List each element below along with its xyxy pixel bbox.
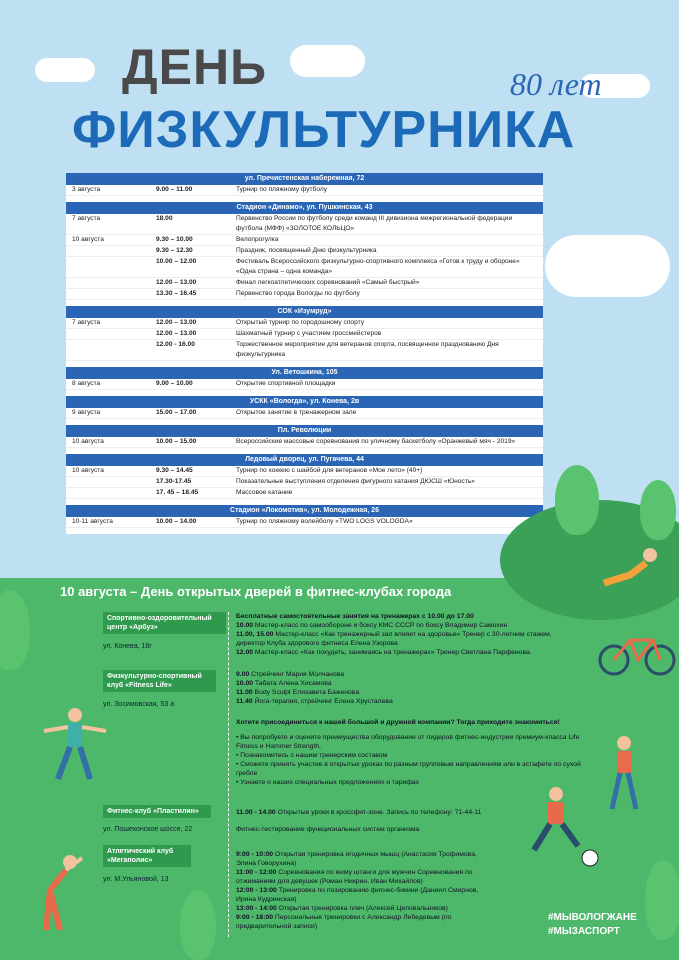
schedule-date: 9 августа bbox=[72, 409, 101, 416]
life-line: 11.40 Йога-терапия, стрейчинг Елена Хрусталева bbox=[236, 698, 393, 705]
schedule-event: Первенство города Вологды по футболу bbox=[236, 290, 360, 297]
join-bullet: • Вы попробуете и оцените преимущества оборудование от лидеров фитнес-индустрии премиум-класса Life Fitness и Hammer Strength. bbox=[236, 734, 580, 750]
divider bbox=[228, 612, 229, 937]
schedule-time: 17. 45 – 18.45 bbox=[156, 489, 199, 496]
schedule-row bbox=[66, 477, 543, 488]
plastilin-line: 11.00 - 14.00 Открытые уроки в кроссфит-зоне. Запись по телефону: 71-44-11 bbox=[236, 809, 482, 816]
schedule-row bbox=[66, 437, 543, 448]
club-name: Атлетический клуб «Мегаполис» bbox=[107, 848, 174, 864]
bicycle-icon bbox=[598, 628, 678, 678]
cloud bbox=[545, 235, 670, 297]
schedule-row bbox=[66, 246, 543, 257]
club-megapolis-label bbox=[103, 845, 191, 867]
club-name: Спортивно-оздоровительный центр «Арбуз» bbox=[107, 615, 212, 631]
fitness-section-title: 10 августа – День открытых дверей в фитнес-клубах города bbox=[60, 584, 452, 599]
schedule-time: 12.00 – 13.00 bbox=[156, 279, 197, 286]
life-line: 11.00 Body Sculpt Елизавета Баженова bbox=[236, 689, 360, 696]
hashtag: #МЫВОЛОГЖАНЕ bbox=[548, 912, 637, 923]
schedule-row bbox=[66, 379, 543, 390]
schedule-time: 9.30 – 12.30 bbox=[156, 247, 193, 254]
walking-person-icon bbox=[600, 735, 650, 815]
schedule-row bbox=[66, 257, 543, 278]
schedule-row bbox=[66, 488, 543, 499]
arbuz-info bbox=[236, 612, 581, 657]
schedule-date: 7 августа bbox=[72, 319, 101, 326]
running-person-icon bbox=[520, 780, 600, 870]
schedule-row bbox=[66, 278, 543, 289]
poster-title-line2: ФИЗКУЛЬТУРНИКА bbox=[72, 101, 576, 159]
tree-icon bbox=[555, 465, 599, 535]
megapolis-info bbox=[236, 850, 496, 931]
arbuz-line: 12.00 Мастер-класс «Как похудеть, занимаясь на тренажерах» Тренер Светлана Парфенова. bbox=[236, 649, 532, 656]
schedule-event: Турнир по хоккею с шайбой для ветеранов «Мое лето» (40+) bbox=[236, 467, 423, 474]
schedule-event: Открытие спортивной площадки bbox=[236, 380, 336, 387]
schedule-event: Финал легкоатлетических соревнований «Самый быстрый» bbox=[236, 279, 420, 286]
schedule-event: Турнир по пляжному футболу bbox=[236, 186, 327, 193]
schedule-date: 10 августа bbox=[72, 438, 104, 445]
hashtag: #МЫЗАСПОРТ bbox=[548, 926, 620, 937]
resting-person-icon bbox=[600, 545, 670, 595]
schedule-row bbox=[66, 289, 543, 300]
schedule-row bbox=[66, 214, 543, 235]
arbuz-line: 11.00, 15.00 Мастер-класс «Как тренажерный зал влияет на здоровье» Тренер с 30-летним стажем, директор Клуба здорового фитнеса Елена Узорова bbox=[236, 631, 552, 647]
schedule-time: 9.00 – 11.00 bbox=[156, 186, 193, 193]
schedule-event: Всероссийские массовые соревнования по уличному баскетболу «Оранжевый мяч - 2019» bbox=[236, 438, 516, 445]
exercising-person-icon bbox=[40, 705, 110, 785]
schedule-time: 15.00 – 17.00 bbox=[156, 409, 197, 416]
schedule-time: 9.30 – 14.45 bbox=[156, 467, 193, 474]
club-plastilin-label bbox=[103, 805, 211, 818]
join-bullet: • Познакомитесь с нашим тренерским составом bbox=[236, 752, 388, 759]
megapolis-line: 11:00 - 12:00 Соревнования по жиму штанги для мужчин Соревнования по отжиманиям для девушек (Роман Никрин, Иван Михайлов) bbox=[236, 869, 473, 885]
megapolis-line: 9:00 - 10:00 Открытая тренировка ягодичных мышц (Анастасия Трофимова, Элина Говорухина) bbox=[236, 851, 477, 867]
schedule-event: Массовое катание bbox=[236, 489, 293, 496]
schedule-event: Показательные выступления отделения фигурного катания ДЮСШ «Юность» bbox=[236, 478, 475, 485]
club-fitness-life-label bbox=[103, 670, 216, 692]
schedule-time: 10.00 – 14.00 bbox=[156, 518, 197, 525]
anniversary-label: 80 лет bbox=[510, 66, 602, 102]
schedule-row bbox=[66, 185, 543, 196]
venue-header: Ул. Ветошкина, 105 bbox=[66, 367, 543, 379]
schedule-row bbox=[66, 340, 543, 361]
schedule-event: Торжественное мероприятие для ветеранов спорта, посвященное празднованию Дня физкультурника bbox=[236, 341, 499, 358]
megapolis-line: 9:00 - 18:00 Персональные тренировки с Александр Лебедевым (по предварительной записи) bbox=[236, 914, 452, 930]
arbuz-line: 10.00 Мастер-класс по самообороне и боксу КМС СССР по боксу Владимир Самохин bbox=[236, 622, 508, 629]
schedule-row bbox=[66, 408, 543, 419]
club-megapolis-address: ул. М.Ульяновой, 13 bbox=[103, 876, 169, 883]
venue-header: Стадион «Динамо», ул. Пушкинская, 43 bbox=[66, 202, 543, 214]
join-bullet: • Сможете принять участие в открытых уроках по разным групповым направлениям или в эстафете по сухой гребле bbox=[236, 761, 581, 777]
schedule-time: 10.00 – 15.00 bbox=[156, 438, 197, 445]
tree-icon bbox=[645, 860, 679, 940]
plastilin-line: Фитнес-тестирование функциональных систем организма bbox=[236, 826, 420, 833]
club-fitness-life-address: ул. Зосимовская, 53 а bbox=[103, 701, 175, 708]
spacer bbox=[66, 528, 543, 534]
cloud bbox=[35, 58, 95, 82]
club-plastilin-address: ул. Пошехонское шоссе, 22 bbox=[103, 826, 193, 833]
venue-header: СОК «Изумруд» bbox=[66, 306, 543, 318]
schedule-date: 8 августа bbox=[72, 380, 101, 387]
schedule-time: 18.00 bbox=[156, 215, 173, 222]
schedule-event: Открытое занятие в тренажерном зале bbox=[236, 409, 357, 416]
venue-header: Ледовый дворец, ул. Пугачева, 44 bbox=[66, 454, 543, 466]
schedule-row bbox=[66, 235, 543, 246]
schedule-date: 10 августа bbox=[72, 236, 104, 243]
schedule-row bbox=[66, 466, 543, 477]
schedule-event: Открытый турнир по городошному спорту bbox=[236, 319, 365, 326]
schedule-time: 12.00 – 13.00 bbox=[156, 330, 197, 337]
schedule-row bbox=[66, 329, 543, 340]
join-info bbox=[236, 718, 581, 787]
stretching-person-icon bbox=[30, 850, 90, 935]
schedule-event: Турнир по пляжному волейболу «TWO LOGS VOLOGDA» bbox=[236, 518, 413, 525]
schedule-time: 12.00 – 13.00 bbox=[156, 319, 197, 326]
schedule-date: 10-11 августа bbox=[72, 518, 113, 525]
schedule-event: Первенство России по футболу среди команд III дивизиона межрегиональной федерации футбола (МФФ) «ЗОЛОТОЕ КОЛЬЦО» bbox=[236, 215, 513, 232]
schedule-row bbox=[66, 517, 543, 528]
schedule-time: 10.00 – 12.00 bbox=[156, 258, 197, 265]
schedule-time: 12.00 - 16.00 bbox=[156, 341, 195, 348]
schedule-row bbox=[66, 318, 543, 329]
schedule-time: 9.30 – 10.00 bbox=[156, 236, 193, 243]
schedule-time: 9.00 – 10.00 bbox=[156, 380, 193, 387]
megapolis-line: 12:00 - 13:00 Тренировка по позированию фитнес-бикини (Даниил Смирнов, Ирина Кудринская) bbox=[236, 887, 479, 903]
club-name: Фитнес-клуб «Пластилин» bbox=[107, 808, 199, 815]
schedule-date: 3 августа bbox=[72, 186, 101, 193]
club-arbuz-label bbox=[103, 612, 226, 634]
poster-title-line1: ДЕНЬ bbox=[122, 39, 268, 95]
schedule-event: Велопрогулка bbox=[236, 236, 279, 243]
schedule-date: 10 августа bbox=[72, 467, 104, 474]
schedule-event: Фестиваль Всероссийского физкультурно-спортивного комплекса «Готов к труду и обороне» «Одна страна – одна команда» bbox=[236, 258, 520, 275]
schedule-time: 17.30-17.45 bbox=[156, 478, 192, 485]
schedule-time: 13.30 – 16.45 bbox=[156, 290, 197, 297]
venue-header: ул. Пречистенская набережная, 72 bbox=[66, 173, 543, 185]
schedule-event: Праздник, посвященный Дню физкультурника bbox=[236, 247, 377, 254]
tree-icon bbox=[640, 480, 676, 540]
schedule-date: 7 августа bbox=[72, 215, 101, 222]
club-arbuz-address: ул. Конева, 18г bbox=[103, 643, 152, 650]
megapolis-line: 13:00 - 14:00 Открытая тренировка плеч (Алексей Целовальников) bbox=[236, 905, 448, 912]
club-name: Физкультурно-спортивный клуб «Fitness Life» bbox=[107, 673, 202, 689]
tree-icon bbox=[180, 890, 216, 960]
schedule-event: Шахматный турнир с участием гроссмейстеров bbox=[236, 330, 382, 337]
life-line: 9.00 Стрейчинг Мария Молчанова bbox=[236, 671, 344, 678]
life-line: 10.00 Табата Алена Хисамова bbox=[236, 680, 332, 687]
fitness-life-info bbox=[236, 670, 581, 706]
venue-header: УСКК «Вологда», ул. Конева, 2в bbox=[66, 396, 543, 408]
schedule-table bbox=[66, 173, 543, 534]
join-head: Хотите присоединиться к нашей большой и дружной компании? Тогда приходите знакомиться! bbox=[236, 719, 560, 726]
cloud bbox=[290, 45, 365, 77]
venue-header: Пл. Революции bbox=[66, 425, 543, 437]
join-bullet: • Узнаете о наших специальных предложениях и тарифах bbox=[236, 779, 420, 786]
venue-header: Стадион «Локомотив», ул. Молодежная, 26 bbox=[66, 505, 543, 517]
arbuz-head: Бесплатные самостоятельные занятия на тренажерах с 10.00 до 17.00 bbox=[236, 613, 474, 620]
